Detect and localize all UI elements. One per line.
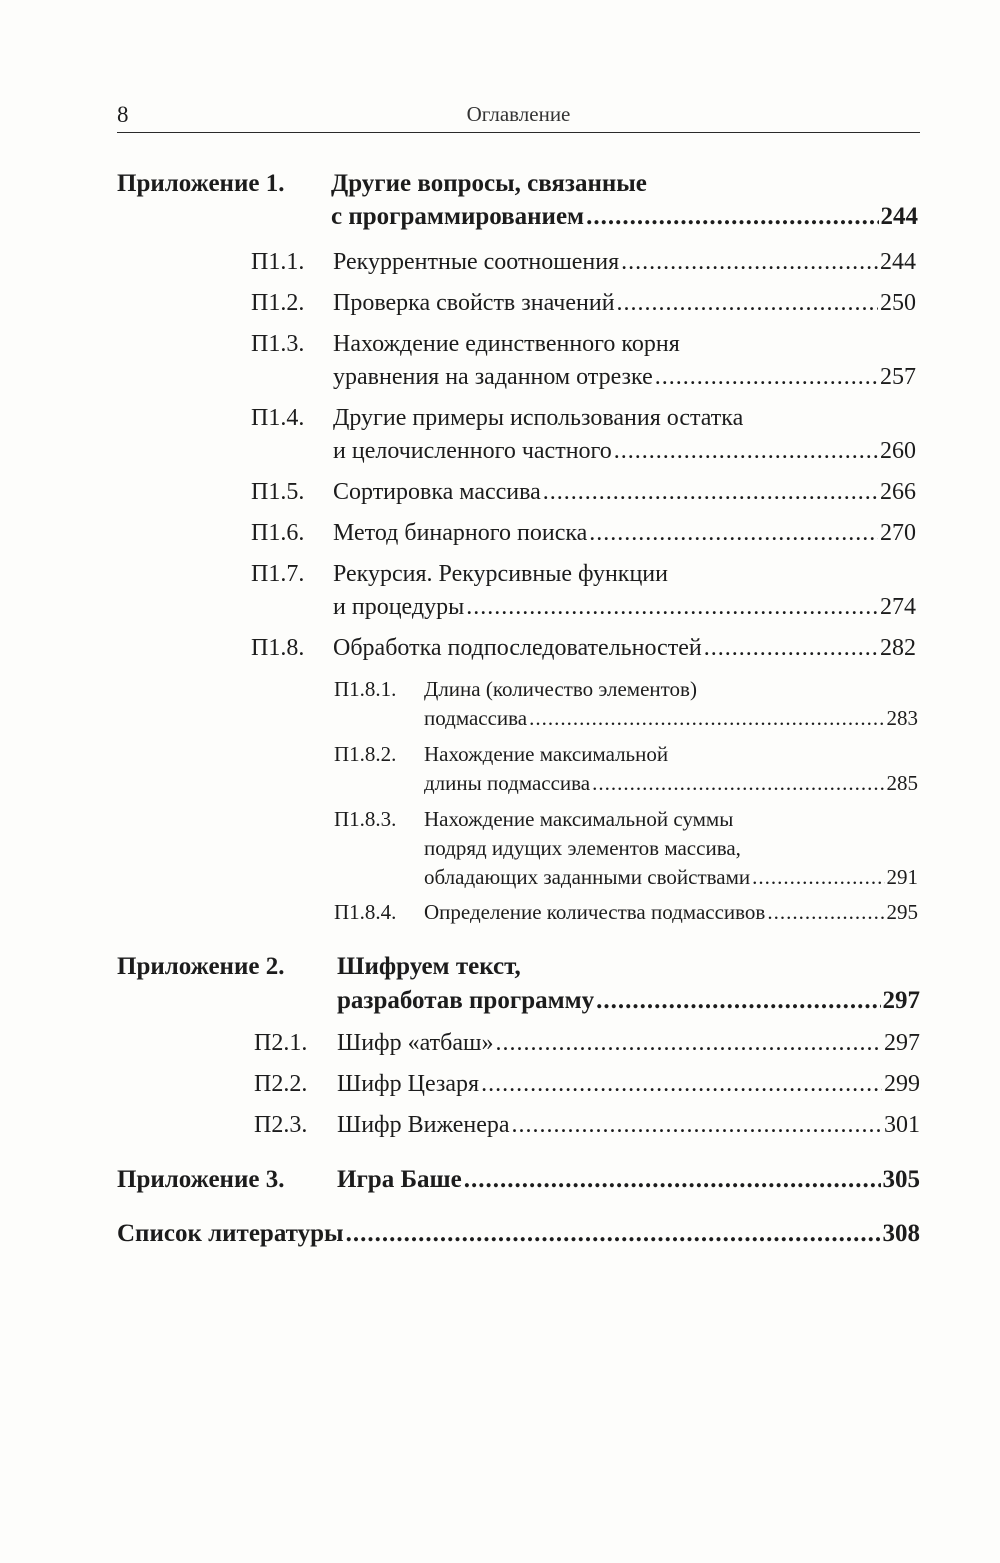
running-title: Оглавление: [466, 102, 571, 126]
page-ref: 283: [886, 706, 918, 730]
section-number: П2.2.: [254, 1071, 308, 1097]
leader-dots: [614, 438, 878, 465]
leader-dots: [495, 1030, 882, 1057]
leader-dots: [466, 594, 878, 621]
leader-dots: [621, 249, 878, 276]
leader-dots: [592, 771, 884, 796]
toc-line: [337, 1166, 920, 1194]
page-ref: 305: [882, 1166, 920, 1193]
page-ref: 257: [880, 364, 916, 390]
entry-title-line: разработав программу: [337, 987, 595, 1014]
entry-title-line: Шифр «атбаш»: [337, 1030, 494, 1056]
entry-title-line: Проверка свойств значений: [333, 290, 615, 316]
page-ref: 250: [880, 290, 916, 316]
leader-dots: [596, 987, 880, 1015]
page-ref: 270: [880, 520, 916, 546]
entry-title-line: длины подмассива: [424, 771, 591, 795]
page-ref: 285: [886, 771, 918, 795]
section-number: П1.2.: [251, 290, 305, 316]
page-ref: 291: [886, 865, 918, 889]
section-number: П1.8.: [251, 635, 305, 661]
leader-dots: [529, 706, 884, 731]
entry-title-line: Метод бинарного поиска: [333, 520, 588, 546]
section-number: П1.8.4.: [334, 900, 397, 924]
leader-dots: [704, 635, 878, 662]
toc-line: [331, 203, 918, 231]
leader-dots: [586, 203, 878, 231]
page-ref: 244: [880, 249, 916, 275]
toc-line: [333, 438, 916, 465]
entry-title-line: обладающих заданными свойствами: [424, 865, 751, 889]
entry-title-line: Другие примеры использования остатка: [333, 405, 744, 431]
page-ref: 244: [880, 203, 918, 230]
toc-line: [337, 1112, 920, 1139]
section-number: П1.6.: [251, 520, 305, 546]
page-ref: 297: [882, 987, 920, 1014]
toc-line: [333, 635, 916, 662]
section-number: П2.1.: [254, 1030, 308, 1056]
leader-dots: [481, 1071, 882, 1098]
page-header: [117, 100, 920, 133]
entry-title-line: Другие вопросы, связанные: [331, 170, 647, 197]
entry-title-line: Обработка подпоследовательностей: [333, 635, 702, 661]
toc-line: [333, 290, 916, 317]
leader-dots: [464, 1166, 881, 1194]
page-number: 8: [117, 102, 129, 127]
leader-dots: [543, 479, 878, 506]
entry-title-line: и процедуры: [333, 594, 465, 620]
entry-title-line: Длина (количество элементов): [424, 677, 697, 701]
section-number: П1.8.1.: [334, 677, 397, 701]
page-ref: 308: [882, 1220, 920, 1247]
toc-line: [337, 1030, 920, 1057]
entry-title-line: с программированием: [331, 203, 585, 230]
toc-line: [424, 706, 918, 731]
section-number: П1.5.: [251, 479, 305, 505]
leader-dots: [346, 1220, 881, 1248]
entry-title-line: Нахождение максимальной: [424, 742, 669, 766]
page-ref: 274: [880, 594, 916, 620]
entry-title-line: Рекурсия. Рекурсивные функции: [333, 561, 668, 587]
entry-title-line: уравнения на заданном отрезке: [333, 364, 653, 390]
section-number: П1.4.: [251, 405, 305, 431]
section-number: П2.3.: [254, 1112, 308, 1138]
page-ref: 299: [884, 1071, 920, 1097]
toc-line: [333, 520, 916, 547]
section-number: П1.8.2.: [334, 742, 397, 766]
entry-title-line: Шифр Виженера: [337, 1112, 510, 1138]
section-number: П1.1.: [251, 249, 305, 275]
leader-dots: [767, 900, 884, 925]
entry-title-line: Шифр Цезаря: [337, 1071, 480, 1097]
entry-title-line: Нахождение единственного корня: [333, 331, 680, 357]
appendix-label: Приложение 3.: [117, 1166, 285, 1193]
leader-dots: [655, 364, 878, 391]
page-ref: 282: [880, 635, 916, 661]
leader-dots: [589, 520, 878, 547]
section-number: П1.8.3.: [334, 807, 397, 831]
page-ref: 266: [880, 479, 916, 505]
toc-line: [333, 479, 916, 506]
leader-dots: [512, 1112, 882, 1139]
appendix-label: Приложение 1.: [117, 170, 285, 197]
toc-line: [424, 865, 918, 890]
toc-line: [337, 1071, 920, 1098]
entry-title-line: Список литературы: [117, 1220, 344, 1247]
toc-line: [117, 1220, 920, 1248]
entry-title-line: Шифруем текст,: [337, 953, 521, 980]
entry-title-line: Нахождение максимальной суммы: [424, 807, 734, 831]
toc-line: [337, 987, 920, 1015]
toc-line: [333, 594, 916, 621]
entry-title-line: Определение количества подмассивов: [424, 900, 766, 924]
page-ref: 295: [886, 900, 918, 924]
entry-title-line: Сортировка массива: [333, 479, 541, 505]
toc-line: [333, 364, 916, 391]
toc-line: [424, 900, 918, 925]
entry-title-line: Игра Баше: [337, 1166, 462, 1193]
toc-line: [424, 771, 918, 796]
page-ref: 260: [880, 438, 916, 464]
leader-dots: [752, 865, 884, 890]
page-ref: 297: [884, 1030, 920, 1056]
page-ref: 301: [884, 1112, 920, 1138]
toc-line: [333, 249, 916, 276]
appendix-label: Приложение 2.: [117, 953, 285, 980]
entry-title-line: подмассива: [424, 706, 528, 730]
leader-dots: [617, 290, 878, 317]
entry-title-line: и целочисленного частного: [333, 438, 612, 464]
entry-title-line: Рекуррентные соотношения: [333, 249, 620, 275]
section-number: П1.3.: [251, 331, 305, 357]
entry-title-line: подряд идущих элементов массива,: [424, 836, 741, 860]
section-number: П1.7.: [251, 561, 305, 587]
